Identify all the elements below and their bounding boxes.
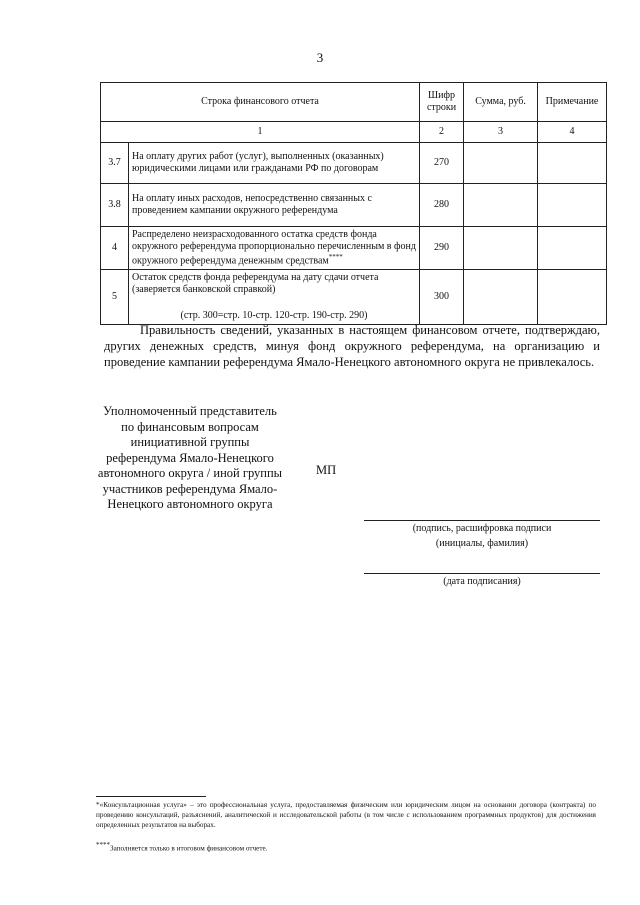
row-code: 270 [420,143,464,184]
row-formula: (стр. 300=стр. 10-стр. 120-стр. 190-стр. 290) [180,310,368,322]
table-index-row [101,122,607,143]
row-note [538,270,607,325]
name-caption: (инициалы, фамилия) [435,538,529,549]
row-sum [464,184,538,227]
row-code: 300 [420,270,464,325]
row-number: 3.8 [101,184,129,227]
row-text: На оплату других работ (услуг), выполненных (оказанных) юридическими лицами или гражданами РФ по договорам [129,143,420,184]
footnote-text: «Консультационная услуга» – это профессиональная услуга, предоставляемая физическим или юридическим лицом на основании договора (контракта) по проведению консультаций, разъяснений, аналитической и исследовательской работы (в том числе с использованием программных продуктов) для достижения определенных результатов на выборах. [96,801,596,829]
footnote-divider [96,796,206,797]
signature-caption: (подпись, расшифровка подписи [412,523,552,534]
row-text-cell [129,227,420,270]
index-cell: 1 [101,122,420,143]
row-code: 290 [420,227,464,270]
row-note [538,143,607,184]
representative-title: Уполномоченный представитель по финансовым вопросам инициативной группы референдума Ямало-Ненецкого автономного округа / иной группы участников референдума Ямало-Ненецкого автономного округа [97,404,283,511]
footnote-mark: **** [96,841,110,849]
header-line: Строка финансового отчета [101,83,420,122]
header-sum: Сумма, руб. [464,83,538,122]
footnote-marker: **** [328,253,343,261]
confirmation-paragraph: Правильность сведений, указанных в настоящем финансовом отчете, подтверждаю, других денежных средств, минуя фонд окружного референдума, на организацию и проведение кампании референдума Ямало-Ненецкого автономного округа не привлекалось. [104,323,600,369]
table-header-row [101,83,607,122]
row-text: Распределено неизрасходованного остатка средств фонда окружного референдума пропорционально перечисленным в фонд окружного референдума денежным средствам [132,229,416,267]
row-sum [464,270,538,325]
row-text: На оплату иных расходов, непосредственно связанных с проведением кампании окружного референдума [129,184,420,227]
page-number: 3 [316,50,324,65]
row-sum [464,143,538,184]
row-note [538,227,607,270]
table-row [101,184,607,227]
index-cell: 4 [538,122,607,143]
signature-line [364,520,600,521]
row-number: 3.7 [101,143,129,184]
row-text-cell [129,270,420,325]
row-code: 280 [420,184,464,227]
row-number: 4 [101,227,129,270]
footnote-text: Заполняется только в итоговом финансовом отчете. [110,844,268,853]
index-cell: 2 [420,122,464,143]
row-text: Остаток средств фонда референдума на дату сдачи отчета (заверяется банковской справкой) [132,272,379,296]
table-row [101,270,607,325]
footnote-consulting [96,800,596,830]
row-note [538,184,607,227]
row-sum [464,227,538,270]
stamp-label: МП [316,463,337,477]
table-row [101,143,607,184]
header-code: Шифр строки [420,83,464,122]
footnote-mark: * [96,801,100,809]
header-note: Примечание [538,83,607,122]
date-caption: (дата подписания) [443,576,521,587]
date-line [364,573,600,574]
table-row [101,227,607,270]
financial-report-table [100,82,607,325]
index-cell: 3 [464,122,538,143]
row-number: 5 [101,270,129,325]
footnote-final-report [96,840,596,853]
